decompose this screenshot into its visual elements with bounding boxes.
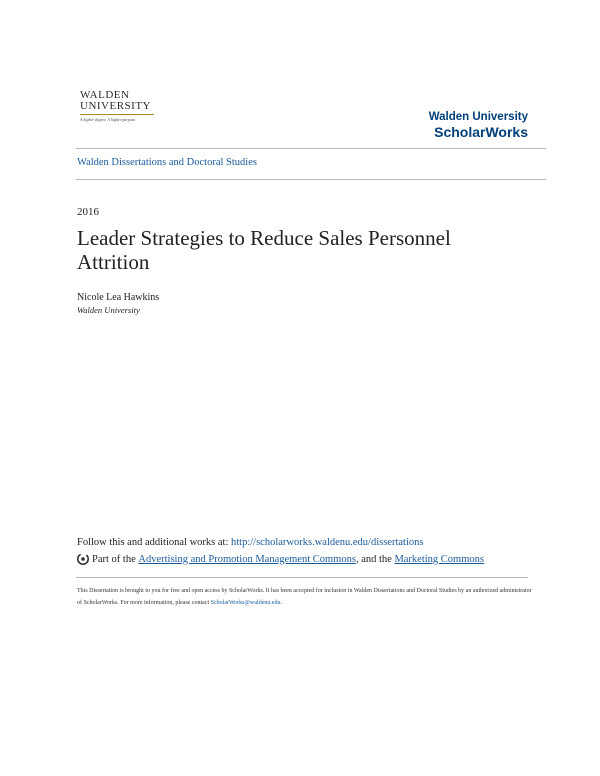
- footer-text: This Dissertation is brought to you for free and open access by ScholarWorks. It has been accepted for inclusion in Walden Dissertations and Doctoral Studies by an authorized administrator of ScholarWorks. For more information, please contact: [77, 588, 532, 606]
- logo-tagline: A higher degree. A higher purpose.: [80, 117, 137, 122]
- logo-university-text: UNIVERSITY: [80, 100, 151, 112]
- part-of-middle: , and the: [355, 553, 392, 565]
- contact-email-link[interactable]: ScholarWorks@waldenu.edu: [210, 600, 281, 606]
- document-title: Leader Strategies to Reduce Sales Personnel Attrition: [77, 226, 451, 274]
- walden-logo: [80, 90, 170, 122]
- collection-link[interactable]: Walden Dissertations and Doctoral Studies: [77, 157, 257, 168]
- scholarworks-logo[interactable]: [429, 110, 528, 140]
- follow-line: [77, 537, 423, 548]
- logo-gold-rule: [80, 114, 154, 115]
- author-name: Nicole Lea Hawkins: [77, 292, 160, 303]
- header-divider-bottom: [76, 179, 546, 180]
- dissertations-url-link[interactable]: http://scholarworks.waldenu.edu/dissertations: [231, 537, 424, 548]
- scholarworks-logo-line2: ScholarWorks: [434, 124, 528, 140]
- footer-divider: [76, 577, 528, 578]
- follow-text: Follow this and additional works at:: [77, 537, 231, 548]
- publication-year: 2016: [77, 206, 99, 218]
- author-affiliation: Walden University: [77, 305, 140, 315]
- header-divider-top: [76, 148, 546, 149]
- part-of-prefix: Part of the: [92, 553, 136, 565]
- scholarworks-logo-line1: Walden University: [428, 111, 528, 123]
- network-badge-icon: [77, 553, 89, 565]
- footer-notice: [77, 585, 532, 609]
- advertising-commons-link[interactable]: Advertising and Promotion Management Commons: [138, 553, 356, 565]
- part-of-line: [77, 553, 484, 565]
- marketing-commons-link[interactable]: Marketing Commons: [394, 553, 484, 565]
- footer-end: .: [280, 600, 283, 606]
- logo-walden-text: WALDEN: [80, 89, 130, 101]
